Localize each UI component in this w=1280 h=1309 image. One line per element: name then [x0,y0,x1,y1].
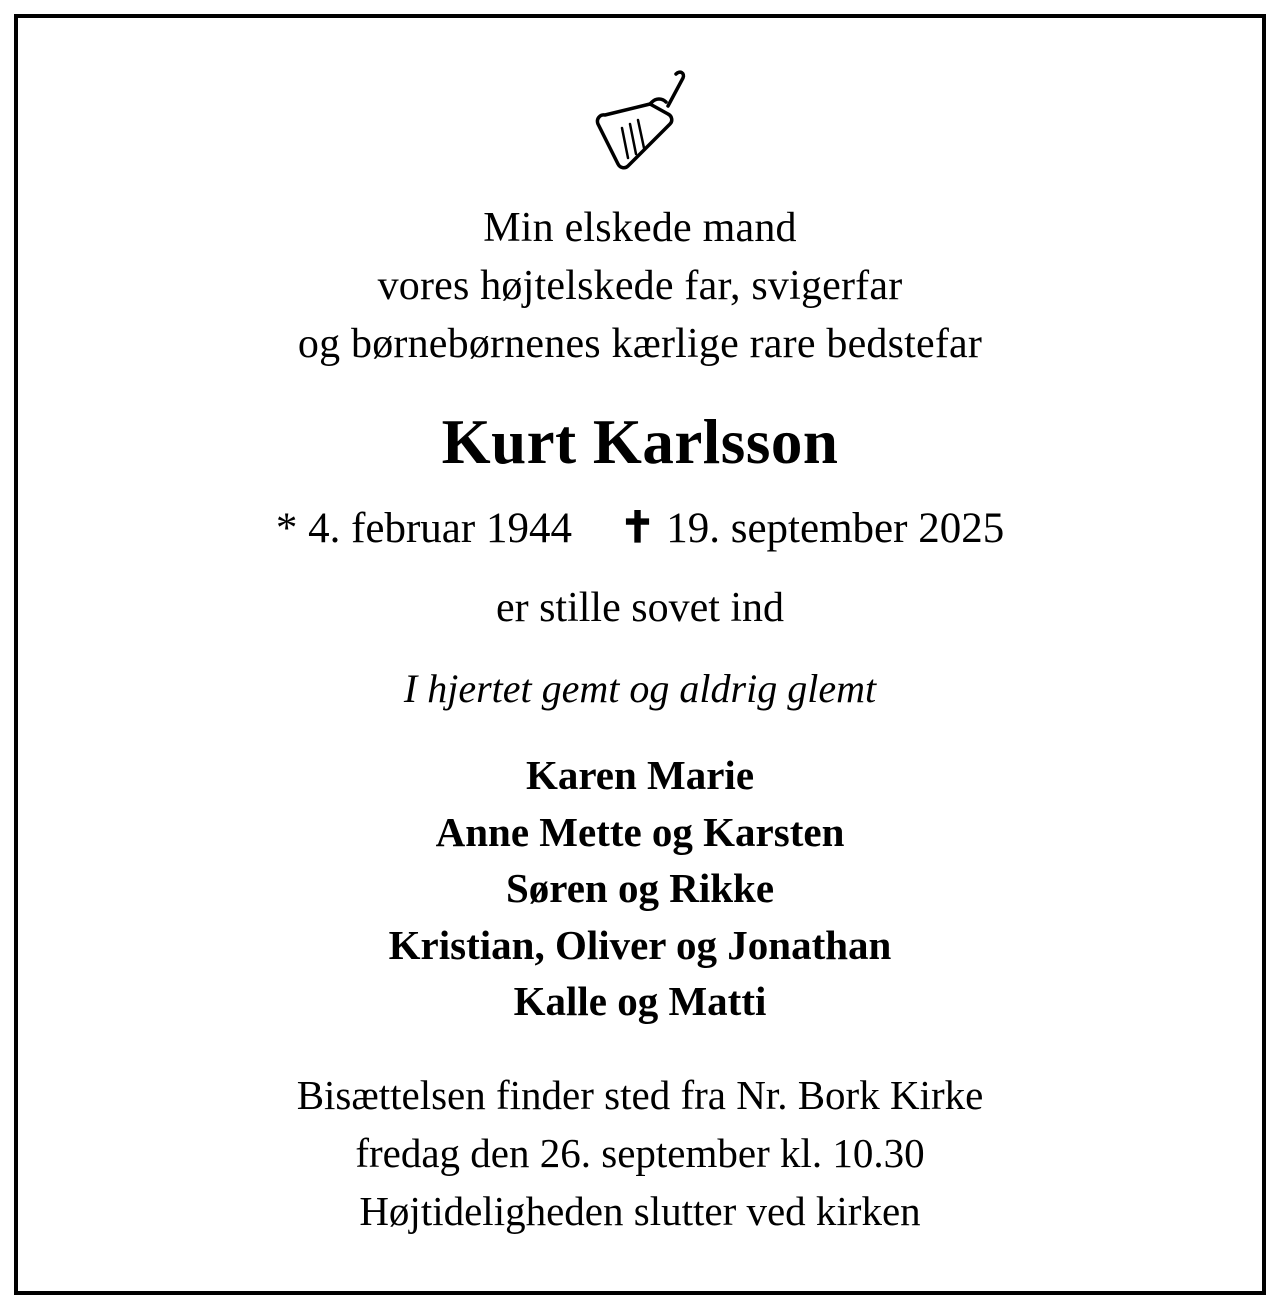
funeral-line-2: fredag den 26. september kl. 10.30 [355,1130,925,1177]
masonry-trowel-icon [580,62,700,172]
birth-date: 4. februar 1944 [308,505,572,553]
survivor-line-5: Kalle og Matti [513,978,767,1025]
death-symbol: ✝ [619,505,656,553]
survivor-line-4: Kristian, Oliver og Jonathan [388,921,892,968]
intro-line-3: og børnebørnenes kærlige rare bedstefar [297,320,983,367]
symbol-area [580,62,700,172]
intro-line-2: vores højtelskede far, svigerfar [377,262,903,309]
obituary-notice [14,14,1266,1295]
birth-symbol: * [275,505,298,553]
death-date: 19. september 2025 [666,505,1005,553]
survivor-line-3: Søren og Rikke [505,865,775,912]
passed-text: er stille sovet ind [495,584,785,631]
memorial-text: I hjertet gemt og aldrig glemt [403,666,877,712]
survivors-list [389,747,892,1030]
funeral-line-1: Bisættelsen finder sted fra Nr. Bork Kirke [296,1072,984,1119]
deceased-name: Kurt Karlsson [441,406,839,477]
funeral-line-3: Højtideligheden slutter ved kirken [359,1188,921,1235]
survivor-line-2: Anne Mette og Karsten [435,808,845,855]
intro-line-1: Min elskede mand [483,205,797,251]
survivor-line-1: Karen Marie [525,752,755,799]
funeral-details [297,1066,984,1241]
life-dates [276,503,1004,555]
intro-text [298,200,982,374]
